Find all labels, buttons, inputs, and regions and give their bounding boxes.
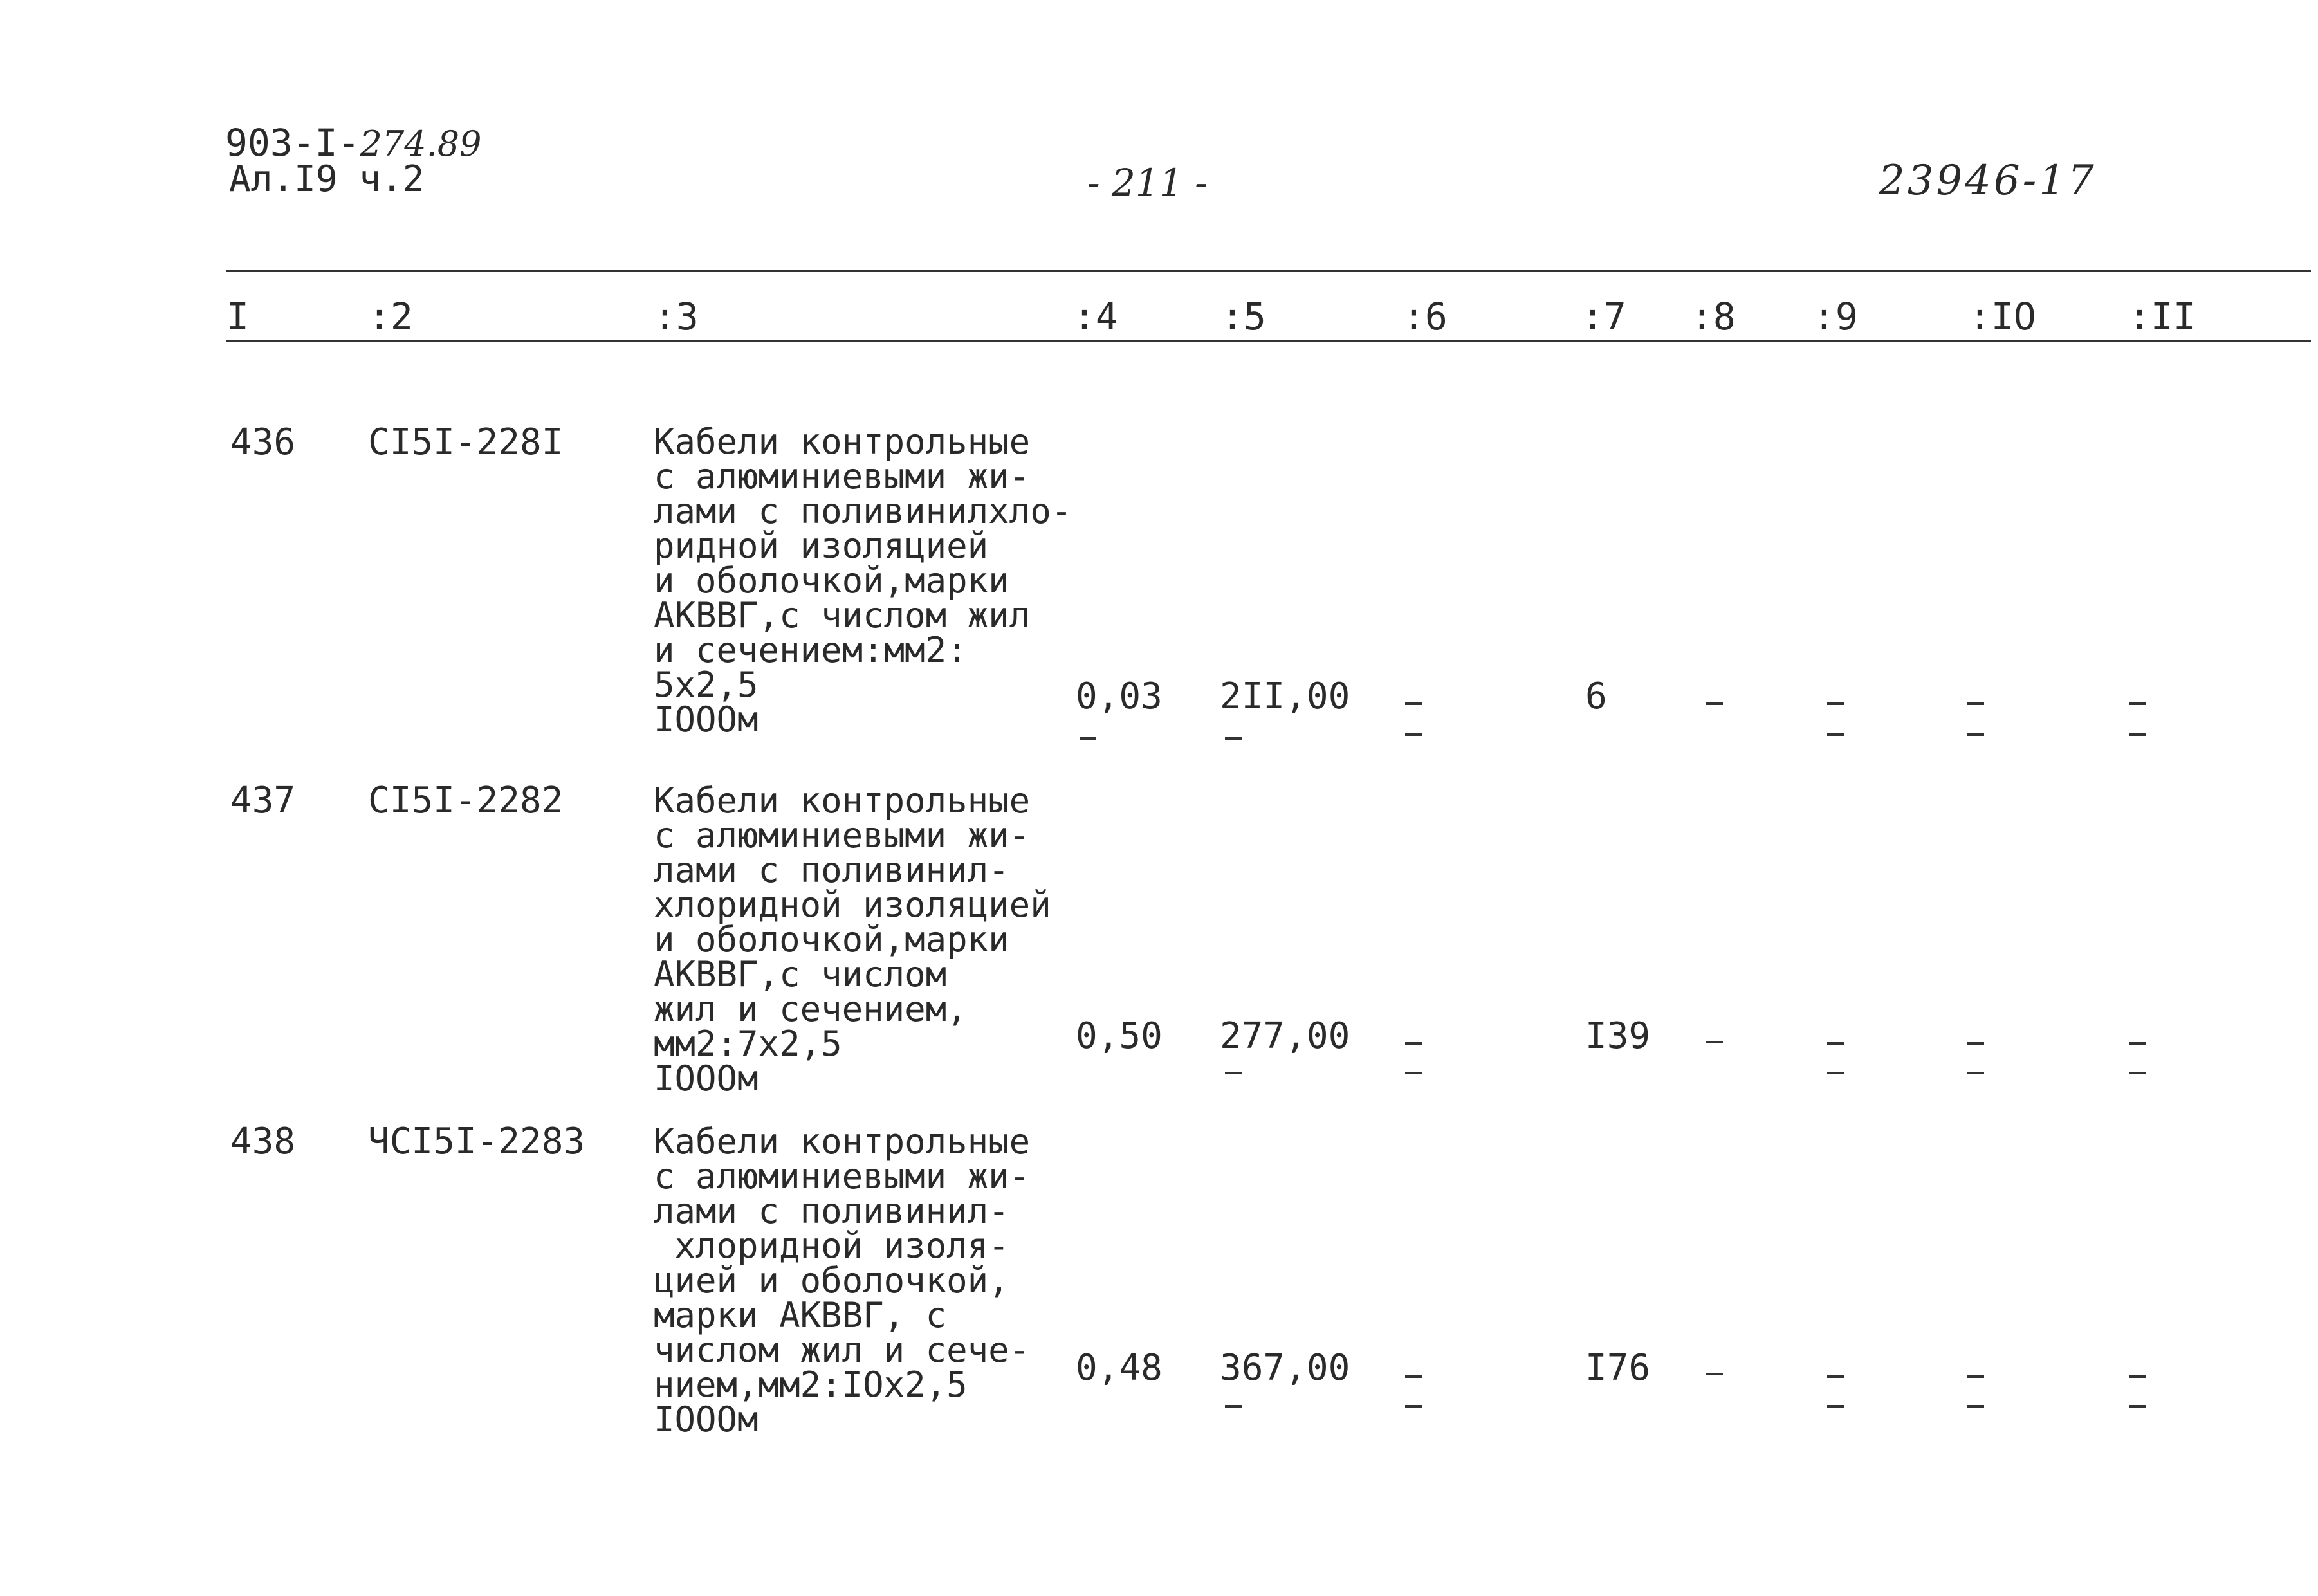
dash <box>1225 1072 1242 1074</box>
dash <box>1967 1375 1984 1378</box>
dash <box>2129 1405 2146 1408</box>
column-header-3: :3 <box>654 295 699 338</box>
table-header-rule <box>226 340 2311 342</box>
row-description: Кабели контрольные с алюминиевыми жи- лами с поливинилхло- ридной изоляцией и оболочкой,марки АКВВГ,с числом жил и сечением:мм2: 5х2,5 IOOOм <box>654 421 1072 740</box>
row-col5-value: 277,00 <box>1220 1015 1350 1057</box>
row-col5-value: 367,00 <box>1220 1347 1350 1389</box>
dash <box>1706 1041 1723 1043</box>
column-header-11: :II <box>2128 295 2196 338</box>
dash <box>1225 1405 1242 1408</box>
dash <box>1080 737 1096 740</box>
column-header-9: :9 <box>1813 295 1858 338</box>
row-code: ЧCI5I-2283 <box>368 1121 585 1162</box>
dash <box>1827 1405 1844 1408</box>
dash <box>1405 1405 1422 1408</box>
dash <box>1706 702 1723 705</box>
dash <box>1827 1072 1844 1074</box>
dash <box>1967 1042 1984 1045</box>
document-code-prefix: 903-I- <box>225 121 360 165</box>
document-code-handwritten: 274.89 <box>360 124 482 164</box>
dash <box>1967 702 1984 705</box>
dash <box>2129 1072 2146 1074</box>
row-col5-value: 2II,00 <box>1220 675 1350 717</box>
dash <box>1405 1042 1422 1045</box>
row-col4-value: 0,03 <box>1076 675 1163 717</box>
row-col4-value: 0,50 <box>1076 1015 1163 1057</box>
row-col4-value: 0,48 <box>1076 1347 1163 1389</box>
dash <box>2129 1042 2146 1045</box>
dash <box>1967 1072 1984 1074</box>
row-col7-value: 6 <box>1585 675 1607 717</box>
column-header-6: :6 <box>1403 295 1448 338</box>
row-description: Кабели контрольные с алюминиевыми жи- лами с поливинил- хлоридной изоляцией и оболочкой,марки АКВВГ,с числом жил и сечением, мм2:7х2,5 IOOOм <box>654 780 1051 1099</box>
dash <box>1827 1375 1844 1378</box>
dash <box>1967 1405 1984 1408</box>
dash <box>1827 733 1844 736</box>
column-header-2: :2 <box>368 295 413 338</box>
dash <box>2129 733 2146 736</box>
table-top-rule <box>226 270 2311 272</box>
dash <box>1405 702 1422 705</box>
dash <box>1706 1373 1723 1375</box>
row-code: CI5I-2282 <box>368 780 564 821</box>
dash <box>1405 733 1422 736</box>
dash <box>1225 737 1242 740</box>
row-description: Кабели контрольные с алюминиевыми жи- лами с поливинил- хлоридной изоля- цией и оболочкой, марки АКВВГ, с числом жил и сече- нием,мм2:IOх2,5 IOOOм <box>654 1121 1031 1440</box>
dash <box>2129 1375 2146 1378</box>
dash <box>1967 733 1984 736</box>
dash <box>1827 702 1844 705</box>
dash <box>1405 1375 1422 1378</box>
row-number: 436 <box>230 421 296 463</box>
column-header-10: :IO <box>1969 295 2036 338</box>
row-col7-value: I76 <box>1585 1347 1651 1389</box>
column-header-8: :8 <box>1691 295 1736 338</box>
row-number: 437 <box>230 780 296 821</box>
page-number: - 211 - <box>1087 161 1208 205</box>
row-col7-value: I39 <box>1585 1015 1651 1057</box>
document-number: 23946-17 <box>1879 157 2097 205</box>
column-header-7: :7 <box>1581 295 1626 338</box>
row-number: 438 <box>230 1121 296 1162</box>
dash <box>1827 1042 1844 1045</box>
sheet-label: Ал.I9 ч.2 <box>229 158 425 200</box>
column-header-1: I <box>226 295 249 338</box>
column-header-5: :5 <box>1221 295 1266 338</box>
column-header-4: :4 <box>1073 295 1118 338</box>
dash <box>1405 1072 1422 1074</box>
dash <box>2129 702 2146 705</box>
row-code: CI5I-228I <box>368 421 564 463</box>
